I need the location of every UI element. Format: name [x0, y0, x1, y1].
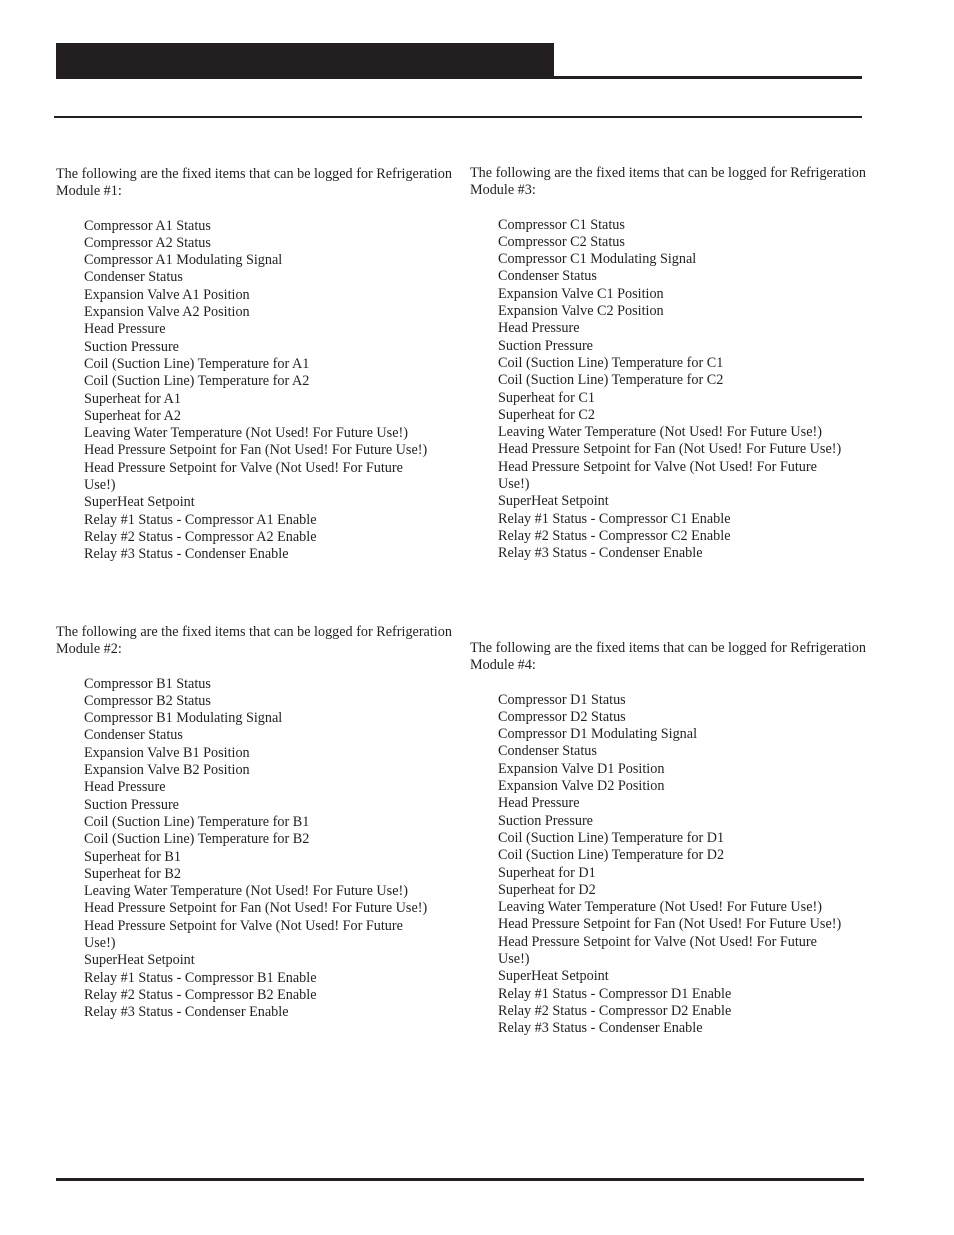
module-3-section: [470, 165, 870, 563]
list-item: Coil (Suction Line) Temperature for A2: [84, 373, 310, 390]
list-item: Relay #1 Status - Compressor A1 Enable: [84, 511, 317, 528]
list-item: SuperHeat Setpoint: [84, 494, 195, 511]
list-item: Superheat for D1: [498, 864, 596, 881]
list-item: Compressor D1 Status: [498, 691, 626, 708]
list-item: Relay #2 Status - Compressor A2 Enable: [84, 528, 317, 545]
list-item: Relay #3 Status - Condenser Enable: [84, 1004, 289, 1021]
module-1-section: [56, 166, 456, 564]
list-item: Expansion Valve A1 Position: [84, 286, 250, 303]
header-rule: [56, 76, 862, 79]
list-item: Head Pressure: [84, 779, 166, 796]
list-item: Suction Pressure: [498, 812, 593, 829]
list-item: Superheat for C1: [498, 389, 595, 406]
list-item: Relay #3 Status - Condenser Enable: [498, 1020, 703, 1037]
list-item: Superheat for B1: [84, 848, 181, 865]
list-item: Coil (Suction Line) Temperature for B2: [84, 831, 310, 848]
list-item: Compressor A1 Modulating Signal: [84, 252, 283, 269]
list-item: Expansion Valve B2 Position: [84, 762, 250, 779]
list-item: Leaving Water Temperature (Not Used! For Future Use!): [498, 899, 822, 916]
list-item: Leaving Water Temperature (Not Used! For Future Use!): [498, 424, 822, 441]
list-item: Head Pressure: [498, 795, 580, 812]
list-item: Relay #3 Status - Condenser Enable: [498, 545, 703, 562]
list-item: Relay #1 Status - Compressor C1 Enable: [498, 510, 731, 527]
module-1-item-list: [56, 218, 456, 564]
list-item: Superheat for A2: [84, 407, 181, 424]
list-item: Compressor B1 Modulating Signal: [84, 710, 283, 727]
list-item: Head Pressure Setpoint for Valve (Not Used! For Future Use!): [84, 917, 403, 952]
list-item: Head Pressure Setpoint for Valve (Not Used! For Future Use!): [498, 458, 817, 493]
module-3-intro: The following are the fixed items that can be logged for Refrigeration Module #3:: [470, 165, 866, 199]
list-item: Expansion Valve B1 Position: [84, 744, 250, 761]
list-item: Head Pressure: [498, 320, 580, 337]
list-item: Suction Pressure: [498, 337, 593, 354]
list-item: Condenser Status: [498, 743, 597, 760]
list-item: Coil (Suction Line) Temperature for A1: [84, 355, 310, 372]
module-2-item-list: [56, 676, 456, 1022]
list-item: Relay #2 Status - Compressor D2 Enable: [498, 1002, 732, 1019]
list-item: Suction Pressure: [84, 796, 179, 813]
list-item: Compressor B2 Status: [84, 692, 211, 709]
module-3-item-list: [470, 217, 870, 563]
module-1-intro: The following are the fixed items that can be logged for Refrigeration Module #1:: [56, 166, 452, 200]
list-item: Head Pressure Setpoint for Valve (Not Used! For Future Use!): [84, 459, 403, 494]
list-item: Superheat for D2: [498, 881, 596, 898]
list-item: Expansion Valve C1 Position: [498, 285, 664, 302]
list-item: Superheat for B2: [84, 865, 181, 882]
list-item: SuperHeat Setpoint: [84, 952, 195, 969]
list-item: Coil (Suction Line) Temperature for D1: [498, 829, 725, 846]
module-4-item-list: [470, 692, 870, 1038]
list-item: Head Pressure Setpoint for Fan (Not Used! For Future Use!): [84, 900, 428, 917]
module-4-intro: The following are the fixed items that can be logged for Refrigeration Module #4:: [470, 640, 866, 674]
list-item: Compressor C1 Status: [498, 216, 625, 233]
list-item: Expansion Valve D1 Position: [498, 760, 665, 777]
header-divider: [54, 116, 862, 118]
list-item: SuperHeat Setpoint: [498, 493, 609, 510]
header-bar: [56, 43, 554, 77]
list-item: Compressor B1 Status: [84, 675, 211, 692]
list-item: Expansion Valve C2 Position: [498, 303, 664, 320]
list-item: Relay #2 Status - Compressor C2 Enable: [498, 527, 731, 544]
list-item: Coil (Suction Line) Temperature for C1: [498, 354, 724, 371]
list-item: Condenser Status: [84, 727, 183, 744]
list-item: Head Pressure Setpoint for Fan (Not Used! For Future Use!): [498, 916, 842, 933]
list-item: Suction Pressure: [84, 338, 179, 355]
list-item: Condenser Status: [498, 268, 597, 285]
footer-rule: [56, 1178, 864, 1181]
list-item: Compressor D1 Modulating Signal: [498, 726, 698, 743]
list-item: Coil (Suction Line) Temperature for D2: [498, 847, 725, 864]
list-item: Coil (Suction Line) Temperature for C2: [498, 372, 724, 389]
list-item: Relay #1 Status - Compressor B1 Enable: [84, 969, 317, 986]
list-item: Relay #1 Status - Compressor D1 Enable: [498, 985, 732, 1002]
list-item: Relay #3 Status - Condenser Enable: [84, 546, 289, 563]
list-item: Compressor C1 Modulating Signal: [498, 251, 697, 268]
list-item: Superheat for C2: [498, 406, 595, 423]
list-item: Relay #2 Status - Compressor B2 Enable: [84, 986, 317, 1003]
list-item: Compressor D2 Status: [498, 708, 626, 725]
list-item: Head Pressure Setpoint for Valve (Not Used! For Future Use!): [498, 933, 817, 968]
module-2-section: [56, 624, 456, 1022]
list-item: Head Pressure: [84, 321, 166, 338]
list-item: Compressor A2 Status: [84, 234, 211, 251]
list-item: Coil (Suction Line) Temperature for B1: [84, 813, 310, 830]
list-item: Head Pressure Setpoint for Fan (Not Used! For Future Use!): [498, 441, 842, 458]
module-2-intro: The following are the fixed items that can be logged for Refrigeration Module #2:: [56, 624, 452, 658]
list-item: SuperHeat Setpoint: [498, 968, 609, 985]
list-item: Condenser Status: [84, 269, 183, 286]
list-item: Expansion Valve D2 Position: [498, 778, 665, 795]
list-item: Expansion Valve A2 Position: [84, 304, 250, 321]
list-item: Head Pressure Setpoint for Fan (Not Used! For Future Use!): [84, 442, 428, 459]
list-item: Superheat for A1: [84, 390, 181, 407]
list-item: Leaving Water Temperature (Not Used! For Future Use!): [84, 425, 408, 442]
list-item: Compressor A1 Status: [84, 217, 211, 234]
list-item: Leaving Water Temperature (Not Used! For Future Use!): [84, 883, 408, 900]
list-item: Compressor C2 Status: [498, 233, 625, 250]
module-4-section: [470, 640, 870, 1038]
